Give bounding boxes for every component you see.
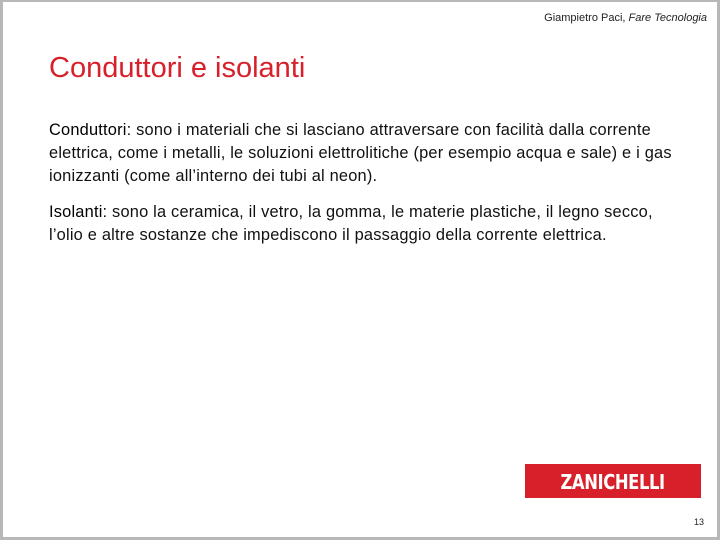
publisher-logo — [525, 464, 701, 498]
paragraph-conduttori — [49, 119, 689, 188]
publisher-logo-text: ZANICHELLI — [560, 469, 666, 494]
header-credit — [544, 12, 707, 24]
book-title: Fare Tecnologia — [628, 12, 707, 24]
author-name: Giampietro Paci, — [544, 12, 629, 24]
term-isolanti: Isolanti — [49, 203, 103, 221]
term-conduttori: Conduttori — [49, 121, 127, 139]
definition-isolanti: : sono la ceramica, il vetro, la gomma, le materie plastiche, il legno secco, l’olio e altre sostanze che impediscono il passaggio della corrente elettrica. — [49, 203, 653, 244]
slide-title: Conduttori e isolanti — [49, 52, 306, 84]
page-number: 13 — [693, 517, 704, 527]
paragraph-isolanti — [49, 201, 689, 247]
slide-body — [49, 119, 689, 260]
definition-conduttori: : sono i materiali che si lasciano attraversare con facilità dalla corrente elettrica, come i metalli, le soluzioni elettrolitiche (per esempio acqua e sale) e i gas ionizzanti (come all’interno dei tubi al neon). — [49, 121, 672, 185]
